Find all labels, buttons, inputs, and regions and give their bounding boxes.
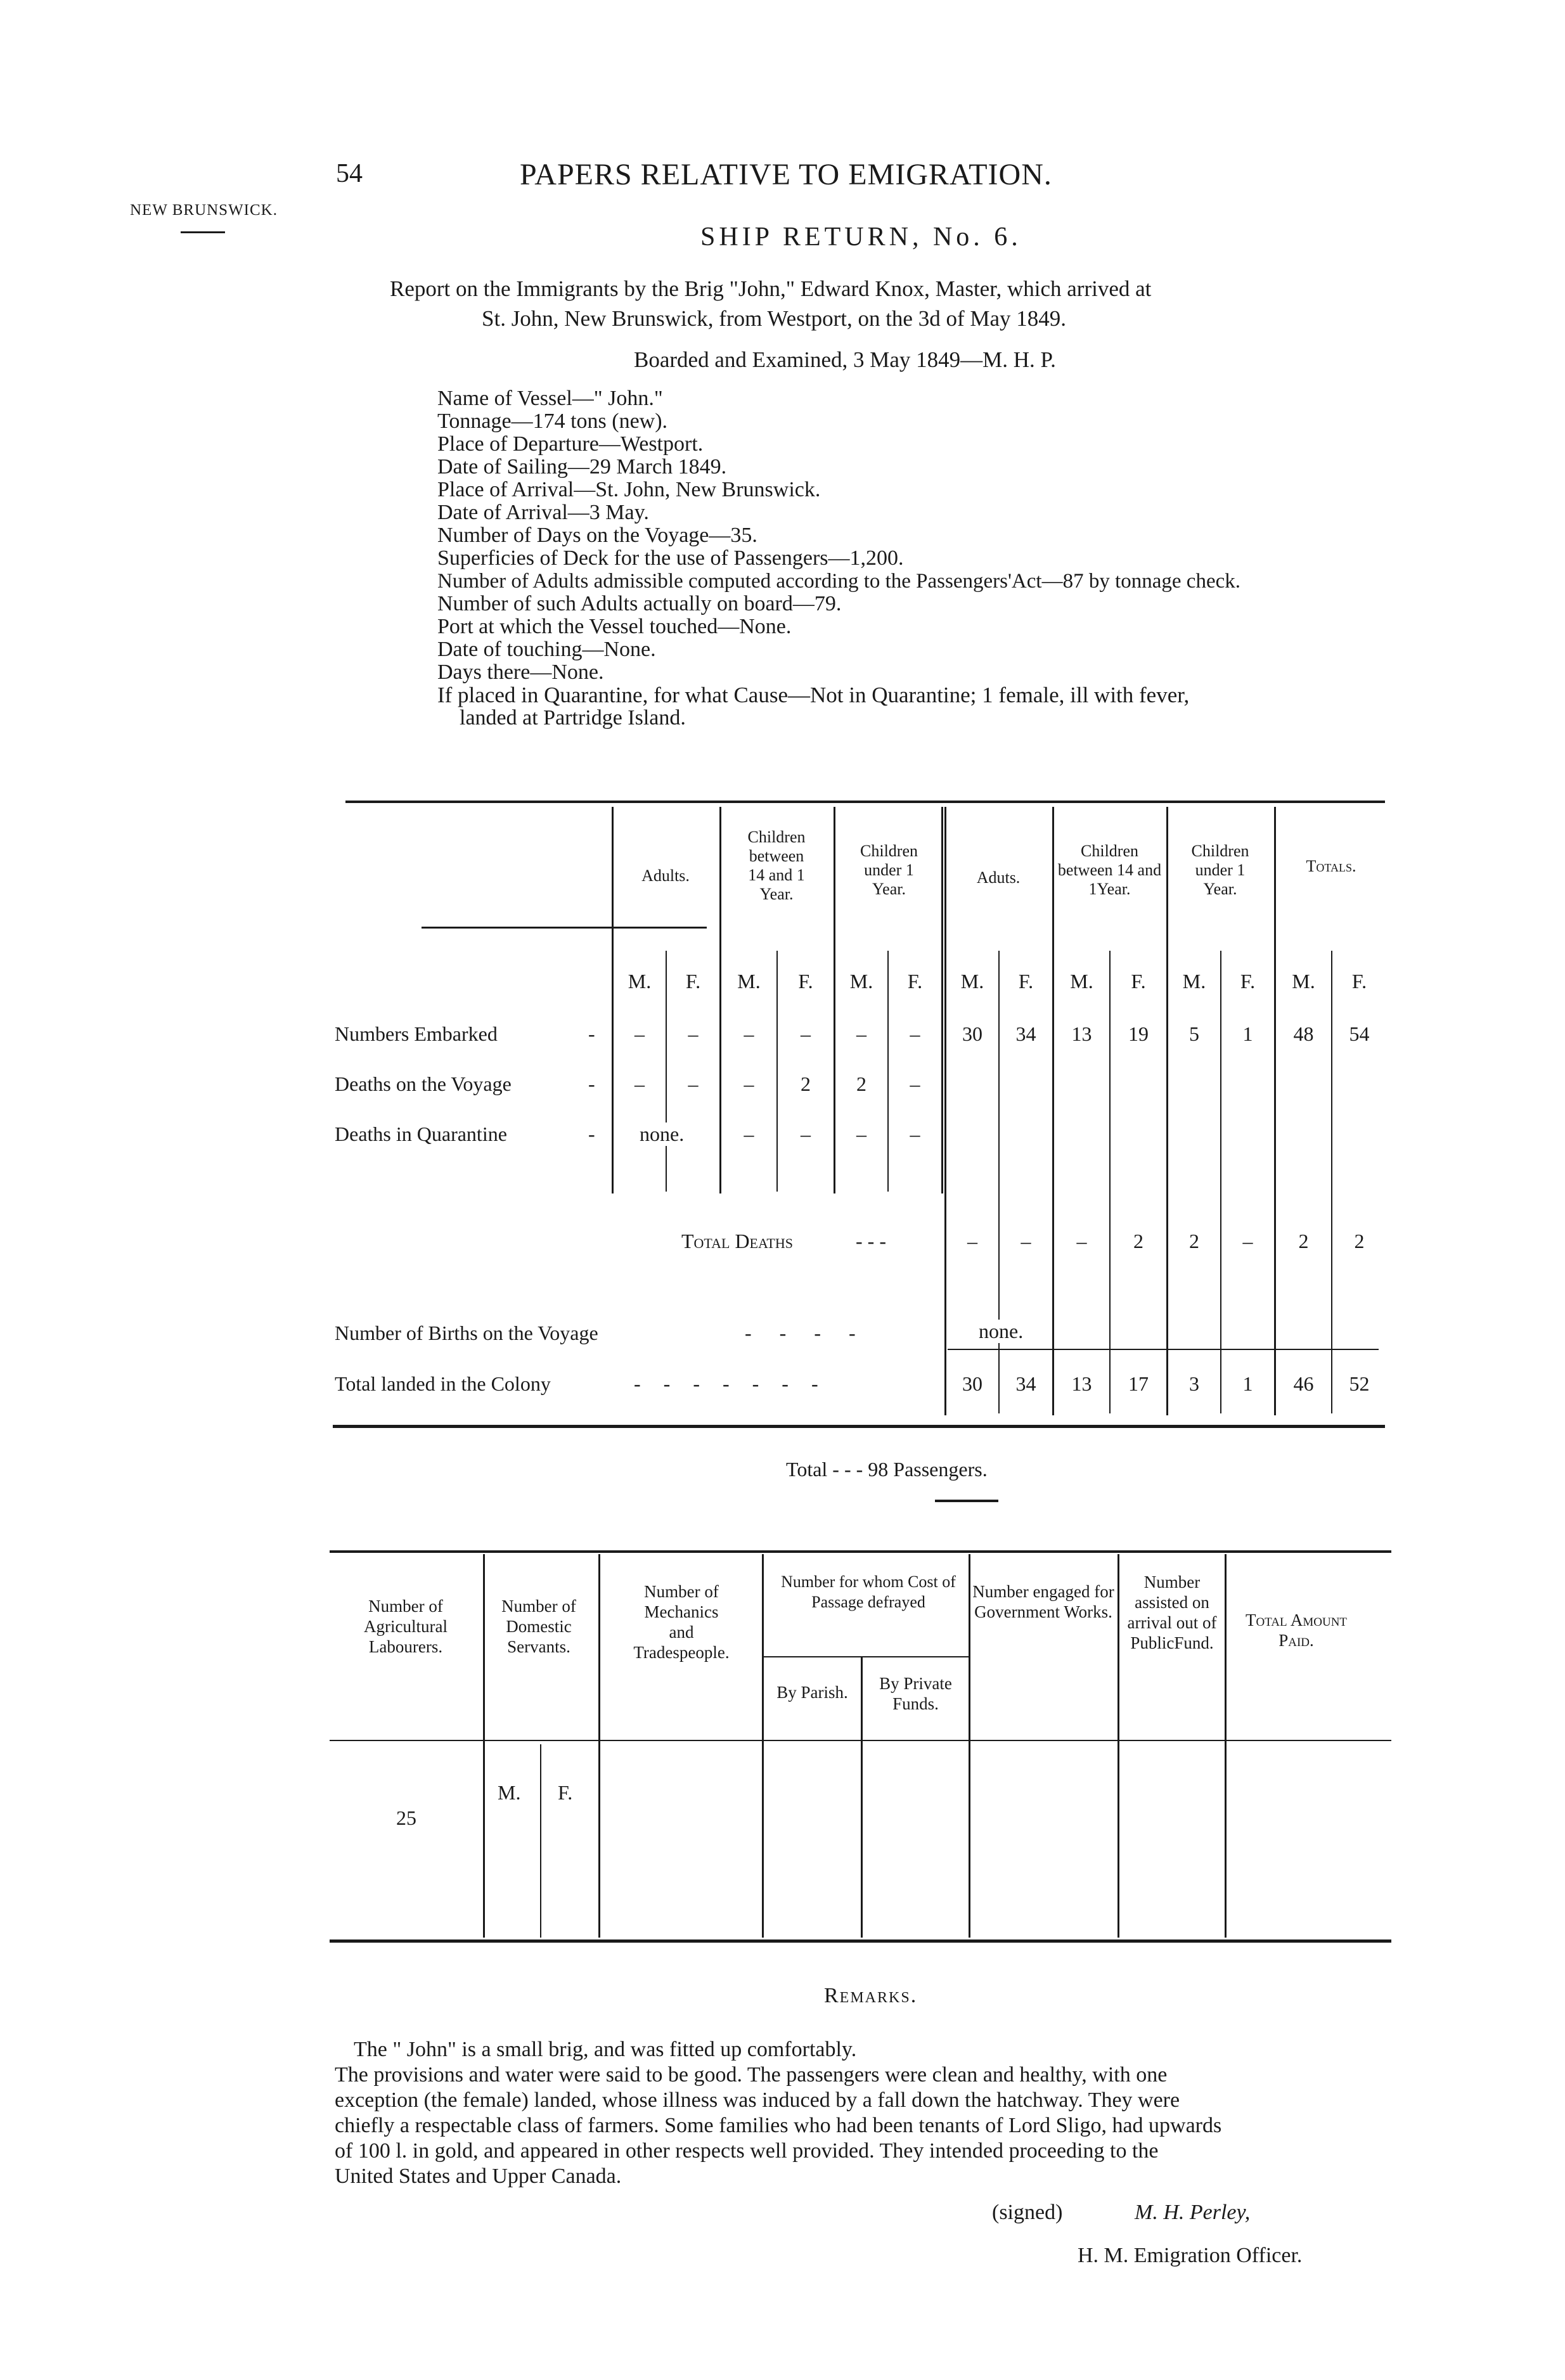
t1-births-label: Number of Births on the Voyage (335, 1322, 598, 1344)
t1-row-label-voyage: Deaths on the Voyage (335, 1072, 512, 1095)
vessel-touching: Date of touching—None. (437, 638, 656, 661)
table2-col-rule (861, 1657, 863, 1938)
grand-total-rule (935, 1500, 998, 1502)
officer-title: H. M. Emigration Officer. (1078, 2244, 1303, 2267)
t1-cell: 2 (856, 1072, 866, 1095)
t1-cell: 2 (1189, 1230, 1199, 1252)
t1-head-totals: Totals. (1306, 857, 1356, 875)
t1-cell: 2 (1354, 1230, 1365, 1252)
t1-head-children-14-b: Children between 14 and 1Year. (1057, 842, 1162, 898)
t2-domestic-m: M. (498, 1781, 521, 1804)
t1-cell: 3 (1189, 1372, 1199, 1395)
table1-col-rule (1052, 807, 1054, 1415)
vessel-tonnage: Tonnage—174 tons (new). (437, 409, 668, 433)
t1-cell: 34 (1015, 1022, 1036, 1045)
t1-row-dash: - (588, 1072, 595, 1095)
boarded-line: Boarded and Examined, 3 May 1849—M. H. P. (634, 347, 1056, 372)
t1-cell: – (856, 1122, 866, 1145)
t1-cell: – (634, 1072, 645, 1095)
report-line-1: Report on the Immigrants by the Brig "John," Edward Knox, Master, which arrived at (390, 276, 1152, 301)
t1-cell: 2 (801, 1072, 811, 1095)
t1-births-value: none. (976, 1320, 1026, 1343)
t1-cell: – (744, 1122, 754, 1145)
vessel-days-there: Days there—None. (437, 660, 604, 684)
t1-mf: F. (685, 970, 701, 993)
t1-cell: – (910, 1122, 920, 1145)
t2-head-agricultural: Number of Agricultural Labourers. (364, 1597, 448, 1656)
t1-landed-dashes: - - - - - - - (634, 1372, 827, 1395)
t1-cell: 2 (1298, 1230, 1309, 1252)
t1-cell: 1 (1242, 1372, 1253, 1395)
table1-col-rule (941, 807, 943, 1193)
t1-cell: 30 (962, 1372, 982, 1395)
remarks-line: The provisions and water were said to be good. The passengers were clean and healthy, with one (335, 2063, 1168, 2087)
t1-mf: F. (907, 970, 923, 993)
table2-col-rule (540, 1744, 541, 1938)
table1-col-rule (1220, 951, 1221, 1413)
t2-head-assisted: Number assisted on arrival out of PublicFund. (1127, 1573, 1217, 1652)
t1-cell: – (744, 1072, 754, 1095)
t1-cell: – (801, 1122, 811, 1145)
remarks-line: of 100 l. in gold, and appeared in other respects well provided. They intended proceeding to the (335, 2139, 1159, 2163)
table1-header-rule (422, 927, 707, 929)
vessel-days: Number of Days on the Voyage—35. (437, 524, 757, 547)
table2-col-rule (598, 1554, 600, 1938)
t1-row-dash: - (588, 1022, 595, 1045)
t2-head-parish: By Parish. (776, 1683, 848, 1702)
table2-col-rule (969, 1554, 970, 1938)
t1-cell: 2 (1133, 1230, 1143, 1252)
table2-col-rule (1225, 1554, 1227, 1938)
table2-col-rule (762, 1554, 764, 1938)
t1-cell: 52 (1349, 1372, 1370, 1395)
t1-mf: M. (628, 970, 652, 993)
margin-note: NEW BRUNSWICK. (130, 202, 278, 219)
t1-cell: – (910, 1022, 920, 1045)
vessel-actual: Number of such Adults actually on board—79. (437, 592, 842, 615)
t1-cell: – (1021, 1230, 1031, 1252)
table1-col-rule (1274, 807, 1276, 1415)
t1-head-aduts: Aduts. (976, 868, 1021, 887)
table2-bottom-rule (330, 1939, 1391, 1943)
table1-col-rule (944, 807, 946, 1415)
t1-cell: 5 (1189, 1022, 1199, 1045)
table1-top-rule (345, 801, 1385, 803)
table1-col-rule (998, 951, 1000, 1413)
t1-cell: – (634, 1022, 645, 1045)
report-line-2: St. John, New Brunswick, from Westport, on the 3d of May 1849. (482, 306, 1067, 331)
table2-top-rule (330, 1550, 1391, 1553)
signed-label: (signed) (992, 2201, 1063, 2224)
vessel-arrival-date: Date of Arrival—3 May. (437, 501, 649, 524)
t1-cell: 19 (1128, 1022, 1149, 1045)
vessel-quarantine-1: If placed in Quarantine, for what Cause—Not in Quarantine; 1 female, ill with fever, (437, 683, 1190, 707)
vessel-arrival-place: Place of Arrival—St. John, New Brunswick. (437, 478, 821, 501)
t1-cell: 46 (1293, 1372, 1314, 1395)
t1-cell: – (744, 1022, 754, 1045)
t1-cell: 1 (1242, 1022, 1253, 1045)
t1-cell-none: none. (637, 1122, 686, 1146)
t1-cell: 34 (1015, 1372, 1036, 1395)
remarks-line: United States and Upper Canada. (335, 2165, 622, 2188)
t1-cell: – (688, 1072, 699, 1095)
t1-mf: F. (1018, 970, 1034, 993)
signature: M. H. Perley, (1135, 2201, 1251, 2224)
t1-cell: 17 (1128, 1372, 1149, 1395)
page-number: 54 (336, 159, 363, 188)
t1-mf: M. (1292, 970, 1315, 993)
t1-head-adults: Adults. (641, 866, 690, 885)
t2-head-mechanics: Number of Mechanics and Tradespeople. (633, 1582, 730, 1662)
t1-total-deaths-label: Total Deaths (681, 1230, 793, 1252)
table2-col-rule (1117, 1554, 1119, 1938)
t1-cell: – (1242, 1230, 1253, 1252)
t1-landed-label: Total landed in the Colony (335, 1372, 551, 1395)
t1-cell: – (856, 1022, 866, 1045)
table2-cost-rule (764, 1656, 970, 1657)
table1-bottom-rule (333, 1425, 1385, 1428)
remarks-line: The " John" is a small brig, and was fitted up comfortably. (354, 2038, 857, 2061)
t1-grand-total: Total - - - 98 Passengers. (786, 1458, 988, 1481)
t1-mf: M. (737, 970, 761, 993)
table1-landed-rule (948, 1349, 1379, 1350)
t2-agricultural-value: 25 (396, 1806, 416, 1829)
table1-col-rule (1331, 951, 1332, 1413)
t2-domestic-f: F. (558, 1781, 573, 1804)
t1-cell: 13 (1071, 1022, 1092, 1045)
t1-row-dash: - (588, 1122, 595, 1145)
t1-mf: M. (1070, 970, 1093, 993)
vessel-port: Port at which the Vessel touched—None. (437, 615, 792, 638)
t2-head-government: Number engaged for Government Works. (972, 1582, 1114, 1621)
t1-head-children-under-b: Children under 1 Year. (1191, 842, 1249, 898)
t1-mf: M. (1182, 970, 1206, 993)
table1-col-rule (612, 807, 614, 1193)
vessel-departure: Place of Departure—Westport. (437, 432, 704, 456)
remarks-line: exception (the female) landed, whose illness was induced by a fall down the hatchway. They were (335, 2088, 1180, 2112)
t1-mf: M. (849, 970, 873, 993)
vessel-name: Name of Vessel—" John." (437, 387, 663, 410)
t1-head-children-14: Children between 14 and 1 Year. (747, 828, 806, 903)
t1-cell: 13 (1071, 1372, 1092, 1395)
t1-cell: – (967, 1230, 977, 1252)
t2-head-domestic: Number of Domestic Servants. (501, 1597, 576, 1656)
t1-cell: – (910, 1072, 920, 1095)
t1-head-children-under: Children under 1 Year. (860, 842, 918, 898)
t1-cell: – (1076, 1230, 1087, 1252)
running-title: PAPERS RELATIVE TO EMIGRATION. (520, 158, 1052, 191)
vessel-admissible: Number of Adults admissible computed according to the Passengers'Act—87 by tonnage check. (437, 570, 1240, 593)
t1-cell: – (801, 1022, 811, 1045)
return-title: SHIP RETURN, No. 6. (700, 222, 1022, 252)
t1-mf: F. (1351, 970, 1367, 993)
t1-mf: M. (960, 970, 984, 993)
t1-row-label-quarantine: Deaths in Quarantine (335, 1122, 507, 1145)
t1-row-label-embarked: Numbers Embarked (335, 1022, 498, 1045)
margin-rule (181, 231, 225, 233)
vessel-quarantine-2: landed at Partridge Island. (460, 706, 686, 730)
t1-cell: 54 (1349, 1022, 1370, 1045)
t2-head-cost: Number for whom Cost of Passage defrayed (781, 1573, 956, 1611)
t1-cell: 30 (962, 1022, 982, 1045)
remarks-title: Remarks. (824, 1984, 918, 2007)
table1-col-rule (1109, 951, 1111, 1413)
t1-mf: F. (1131, 970, 1146, 993)
t1-births-dashes: - - - - (745, 1322, 867, 1344)
t1-total-deaths-dashes: - - - (856, 1230, 886, 1252)
remarks-line: chiefly a respectable class of farmers. Some families who had been tenants of Lord Sligo, had upwards (335, 2114, 1222, 2137)
t1-mf: F. (1240, 970, 1256, 993)
t1-cell: – (688, 1022, 699, 1045)
t1-mf: F. (798, 970, 813, 993)
vessel-superficies: Superficies of Deck for the use of Passengers—1,200. (437, 546, 904, 570)
table1-col-rule (1166, 807, 1168, 1415)
t1-cell: 48 (1293, 1022, 1314, 1045)
t2-head-total: Total Amount Paid. (1245, 1611, 1348, 1650)
vessel-sailing: Date of Sailing—29 March 1849. (437, 455, 727, 479)
t2-head-private: By Private Funds. (879, 1674, 952, 1713)
